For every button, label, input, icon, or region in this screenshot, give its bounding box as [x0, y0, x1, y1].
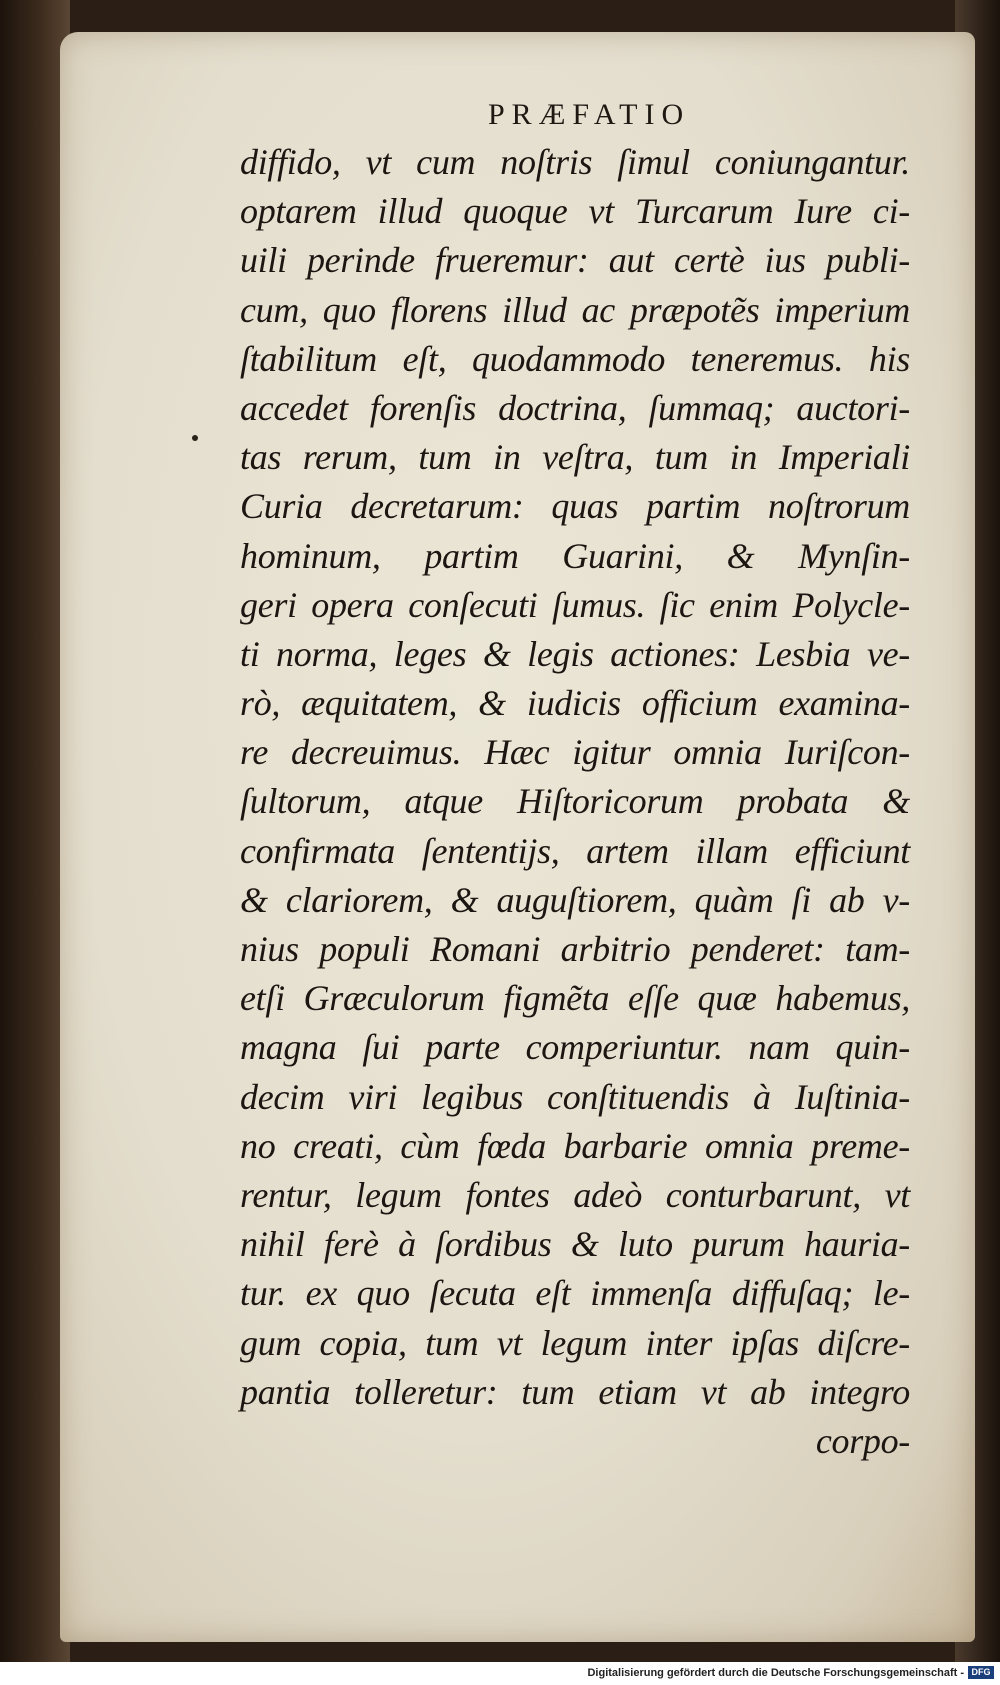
text-line: ti norma, leges & legis actiones: Lesbia ve- [240, 633, 910, 674]
dfg-logo: DFG [968, 1666, 994, 1679]
text-line: rentur, legum fontes adeò conturbarunt, vt [240, 1174, 910, 1215]
body-text [240, 138, 910, 1466]
text-line: nius populi Romani arbitrio penderet: tam- [240, 929, 910, 969]
funding-credit: Digitalisierung gefördert durch die Deutsche Forschungsgemeinschaft - [587, 1667, 964, 1679]
text-line: optarem illud quoque vt Turcarum Iure ci- [240, 191, 910, 232]
text-line: etſi Græculorum figmẽta eſſe quæ habemus, [240, 978, 910, 1019]
text-line: magna ſui parte comperiuntur. nam quin- [240, 1027, 910, 1068]
text-line: ſultorum, atque Hiſtoricorum probata & [240, 781, 910, 822]
text-line: geri opera conſecuti ſumus. ſic enim Polycle- [240, 584, 910, 625]
text-line: hominum, partim Guarini, & Mynſin- [240, 535, 910, 576]
text-line: & clariorem, & auguſtiorem, quàm ſi ab v- [240, 879, 910, 920]
text-line: pantia tolleretur: tum etiam vt ab integro [240, 1371, 910, 1412]
text-line: decim viri legibus conſtituendis à Iuſtinia- [240, 1076, 910, 1117]
text-line: tur. ex quo ſecuta eſt immenſa diffuſaq; le- [240, 1273, 910, 1314]
text-line: tas rerum, tum in veſtra, tum in Imperiali [240, 437, 910, 478]
text-line: Curia decretarum: quas partim noſtrorum [240, 486, 910, 527]
text-line: nihil ferè à ſordibus & luto purum hauria- [240, 1224, 910, 1265]
text-line: gum copia, tum vt legum inter ipſas diſcre- [240, 1322, 910, 1363]
catchword: corpo- [815, 1420, 910, 1461]
ink-spot [192, 435, 198, 441]
text-line: re decreuimus. Hæc igitur omnia Iuriſcon- [240, 732, 910, 773]
text-line: rò, æquitatem, & iudicis officium examina- [240, 683, 910, 724]
text-line: confirmata ſententijs, artem illam efficiunt [240, 830, 910, 871]
text-line: accedet forenſis doctrina, ſummaq; auctori- [240, 387, 910, 428]
text-line: no creati, cùm fœda barbarie omnia preme- [240, 1125, 910, 1166]
text-line: ſtabilitum eſt, quodammodo teneremus. his [240, 338, 910, 379]
text-line: diffido, vt cum noſtris ſimul coniungantur. [240, 142, 910, 182]
text-line: cum, quo florens illud ac præpotẽs imperium [240, 289, 910, 330]
text-line: uili perinde frueremur: aut certè ius publi- [240, 240, 910, 281]
running-head: PRÆFATIO [488, 98, 691, 131]
